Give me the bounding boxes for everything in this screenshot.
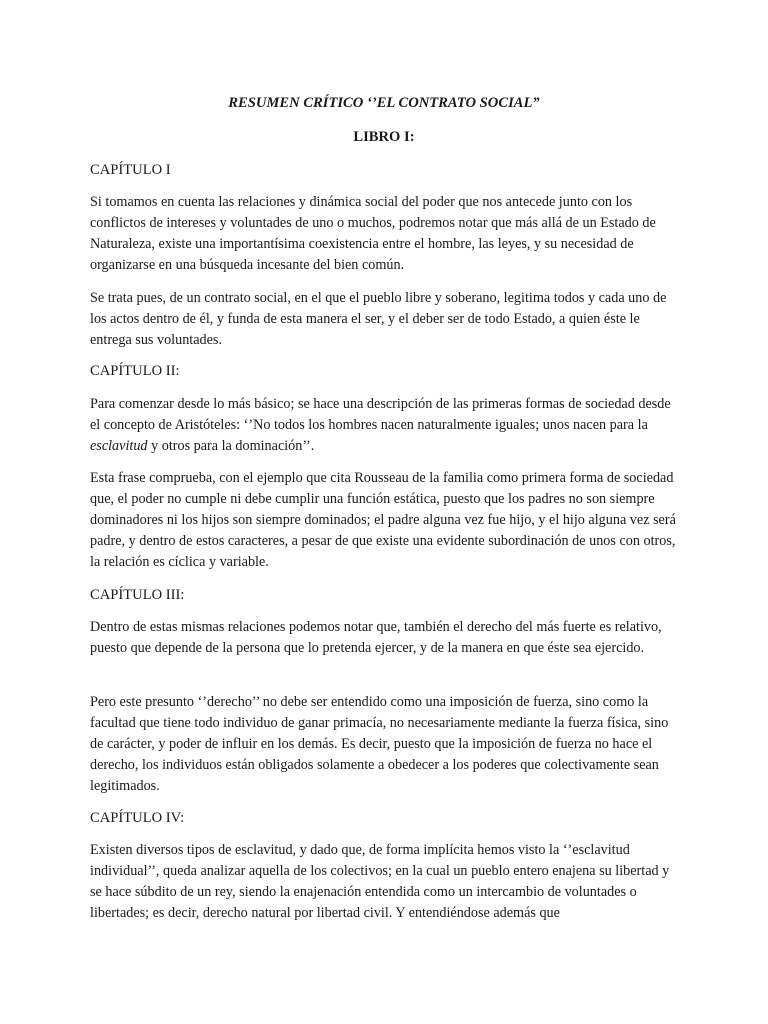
- chapter-3-paragraph-2: Pero este presunto ‘’derecho’’ no debe ser entendido como una imposición de fuerza, sino como la facultad que tiene todo individuo de ganar primacía, no necesariamente mediante la fuerza física, sino de carácter, y poder de influir en los demás. Es decir, puesto que la imposición de fuerza no hace el derecho, los individuos están obligados solamente a obedecer a los poderes que colectivamente sean legitimados.: [90, 694, 669, 794]
- chapter-1-paragraph-1: Si tomamos en cuenta las relaciones y dinámica social del poder que nos antecede junto con los conflictos de intereses y voluntades de uno o muchos, podremos notar que más allá de un Estado de Naturaleza, existe una importantísima coexistencia entre el hombre, las leyes, y su necesidad de organizarse en una búsqueda incesante del bien común.: [90, 194, 656, 273]
- document-title: RESUMEN CRÍTICO ‘’EL CONTRATO SOCIAL”: [228, 95, 540, 111]
- paragraph-text-end: y otros para la dominación’’.: [147, 438, 315, 454]
- chapter-4-paragraph-1: Existen diversos tipos de esclavitud, y dado que, de forma implícita hemos visto la ‘’esclavitud individual’’, queda analizar aquella de los colectivos; en la cual un pueblo entero enajena su libertad y se hace súbdito de un rey, siendo la enajenación entendida como un intercambio de voluntades o libertades; es decir, derecho natural por libertad civil. Y entendiéndose además que: [90, 842, 670, 921]
- chapter-3-paragraph-1: Dentro de estas mismas relaciones podemos notar que, también el derecho del más fuerte es relativo, puesto que depende de la persona que lo pretenda ejercer, y de la manera en que éste sea ejercido.: [90, 619, 662, 656]
- chapter-heading-4: CAPÍTULO IV:: [90, 810, 185, 826]
- chapter-2-paragraph-1: [90, 394, 680, 457]
- chapter-1-paragraph-2: Se trata pues, de un contrato social, en el que el pueblo libre y soberano, legitima todos y cada uno de los actos dentro de él, y funda de esta manera el ser, y el deber ser de todo Estado, a quien éste le entrega sus voluntades.: [90, 290, 667, 348]
- paragraph-text-start: Para comenzar desde lo más básico; se hace una descripción de las primeras formas de sociedad desde el concepto de Aristóteles: ‘’No todos los hombres nacen naturalmente iguales; unos nacen para la: [90, 396, 671, 433]
- book-title: LIBRO I:: [353, 129, 415, 145]
- emphasized-word: esclavitud: [90, 438, 148, 454]
- chapter-heading-1: CAPÍTULO I: [90, 162, 171, 178]
- chapter-2-paragraph-2: Esta frase comprueba, con el ejemplo que cita Rousseau de la familia como primera forma de sociedad que, el poder no cumple ni debe cumplir una función estática, puesto que los padres no son siempre dominadores ni los hijos son siempre dominados; el padre alguna vez fue hijo, y el hijo alguna vez será padre, y dentro de estos caracteres, a pesar de que existe una evidente subordinación de unos con otros, la relación es cíclica y variable.: [90, 470, 676, 570]
- chapter-heading-2: CAPÍTULO II:: [90, 363, 180, 379]
- chapter-heading-3: CAPÍTULO III:: [90, 587, 185, 603]
